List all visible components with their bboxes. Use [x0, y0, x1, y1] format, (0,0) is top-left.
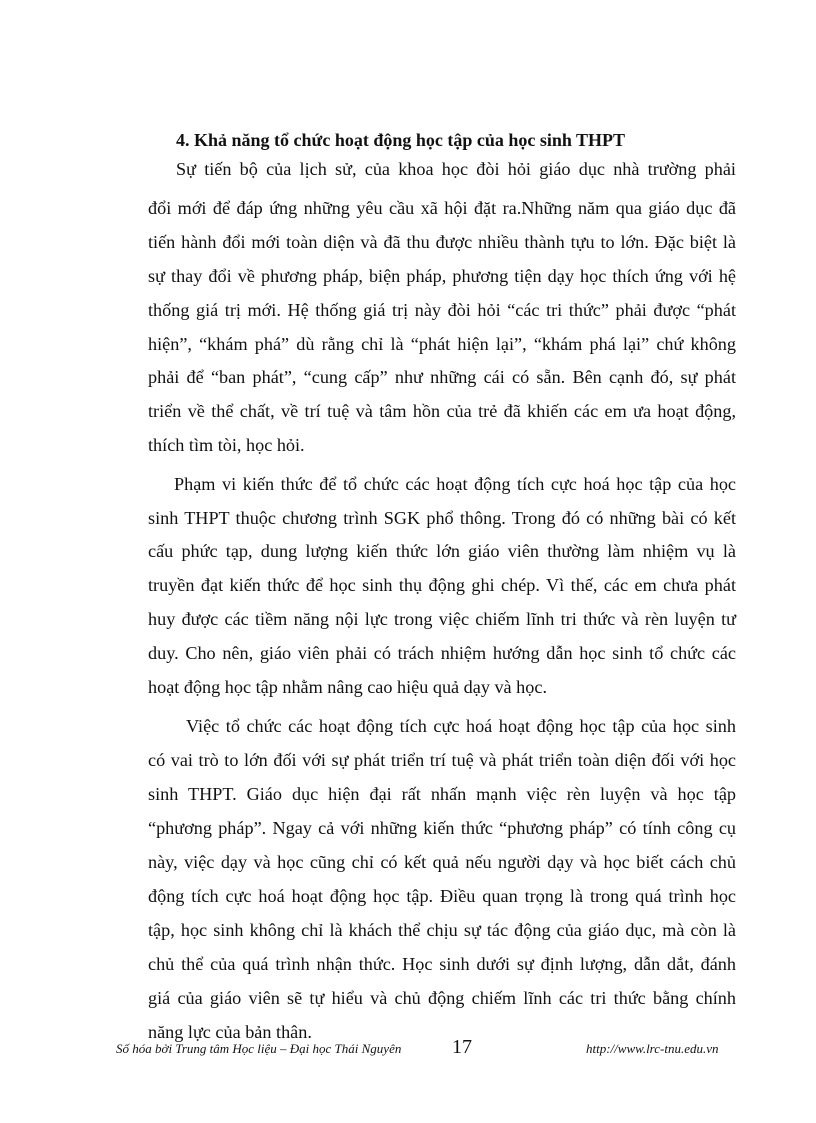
paragraph-1-line-4: sự thay đổi về phương pháp, biện pháp, phương tiện dạy học thích ứng với hệ [148, 266, 736, 286]
paragraph-2-line-4: truyền đạt kiến thức để học sinh thụ động ghi chép. Vì thế, các em chưa phát [148, 575, 736, 595]
paragraph-1-line-5: thống giá trị mới. Hệ thống giá trị này đòi hỏi “các tri thức” phải được “phát [148, 300, 736, 320]
paragraph-2-line-7: hoạt động học tập nhằm nâng cao hiệu quả dạy và học. [148, 677, 547, 697]
paragraph-3-line-2: có vai trò to lớn đối với sự phát triển trí tuệ và phát triển toàn diện đối với học [148, 750, 736, 770]
paragraph-3-line-1: Việc tổ chức các hoạt động tích cực hoá hoạt động học tập của học sinh [186, 716, 736, 736]
paragraph-3-line-9: giá của giáo viên sẽ tự hiểu và chủ động chiếm lĩnh các tri thức bằng chính [148, 988, 736, 1008]
footer-digitization-credit: Số hóa bởi Trung tâm Học liệu – Đại học Thái Nguyên [116, 1041, 402, 1056]
paragraph-2-line-1: Phạm vi kiến thức để tổ chức các hoạt động tích cực hoá học tập của học [174, 474, 736, 494]
paragraph-3-line-10: năng lực của bản thân. [148, 1022, 312, 1042]
paragraph-3-line-6: động tích cực hoá hoạt động học tập. Điều quan trọng là trong quá trình học [148, 886, 736, 906]
paragraph-1-line-3: tiến hành đổi mới toàn diện và đã thu được nhiều thành tựu to lớn. Đặc biệt là [148, 232, 736, 252]
paragraph-1-line-2: đổi mới để đáp ứng những yêu cầu xã hội đặt ra.Những năm qua giáo dục đã [148, 198, 736, 218]
paragraph-2-line-5: huy được các tiềm năng nội lực trong việc chiếm lĩnh tri thức và rèn luyện tư [148, 609, 736, 629]
paragraph-3-line-8: chủ thể của quá trình nhận thức. Học sinh dưới sự định lượng, dẫn dắt, đánh [148, 954, 736, 974]
paragraph-3-line-4: “phương pháp”. Ngay cả với những kiến thức “phương pháp” có tính công cụ [148, 818, 736, 838]
section-heading: 4. Khả năng tổ chức hoạt động học tập của học sinh THPT [176, 130, 626, 150]
paragraph-2-line-2: sinh THPT thuộc chương trình SGK phổ thông. Trong đó có những bài có kết [148, 508, 736, 528]
paragraph-2-line-6: duy. Cho nên, giáo viên phải có trách nhiệm hướng dẫn học sinh tổ chức các [148, 643, 736, 663]
page-number: 17 [452, 1036, 472, 1058]
paragraph-3-line-3: sinh THPT. Giáo dục hiện đại rất nhấn mạnh việc rèn luyện và học tập [148, 784, 736, 804]
paragraph-1-line-8: triển về thể chất, về trí tuệ và tâm hồn của trẻ đã khiến các em ưa hoạt động, [148, 401, 736, 421]
paragraph-3-line-5: này, việc dạy và học cũng chỉ có kết quả nếu người dạy và học biết cách chủ [148, 852, 736, 872]
paragraph-2-line-3: cấu phức tạp, dung lượng kiến thức lớn giáo viên thường làm nhiệm vụ là [148, 541, 736, 561]
paragraph-1-line-7: phải để “ban phát”, “cung cấp” như những cái có sẵn. Bên cạnh đó, sự phát [148, 367, 736, 387]
paragraph-3-line-7: tập, học sinh không chỉ là khách thể chịu sự tác động của giáo dục, mà còn là [148, 920, 736, 940]
paragraph-1-line-6: hiện”, “khám phá” dù rằng chỉ là “phát hiện lại”, “khám phá lại” chứ không [148, 334, 736, 354]
paragraph-1-line-1: Sự tiến bộ của lịch sử, của khoa học đòi hỏi giáo dục nhà trường phải [176, 159, 736, 179]
paragraph-1-line-9: thích tìm tòi, học hỏi. [148, 435, 305, 455]
footer-url[interactable]: http://www.lrc-tnu.edu.vn [586, 1041, 719, 1056]
